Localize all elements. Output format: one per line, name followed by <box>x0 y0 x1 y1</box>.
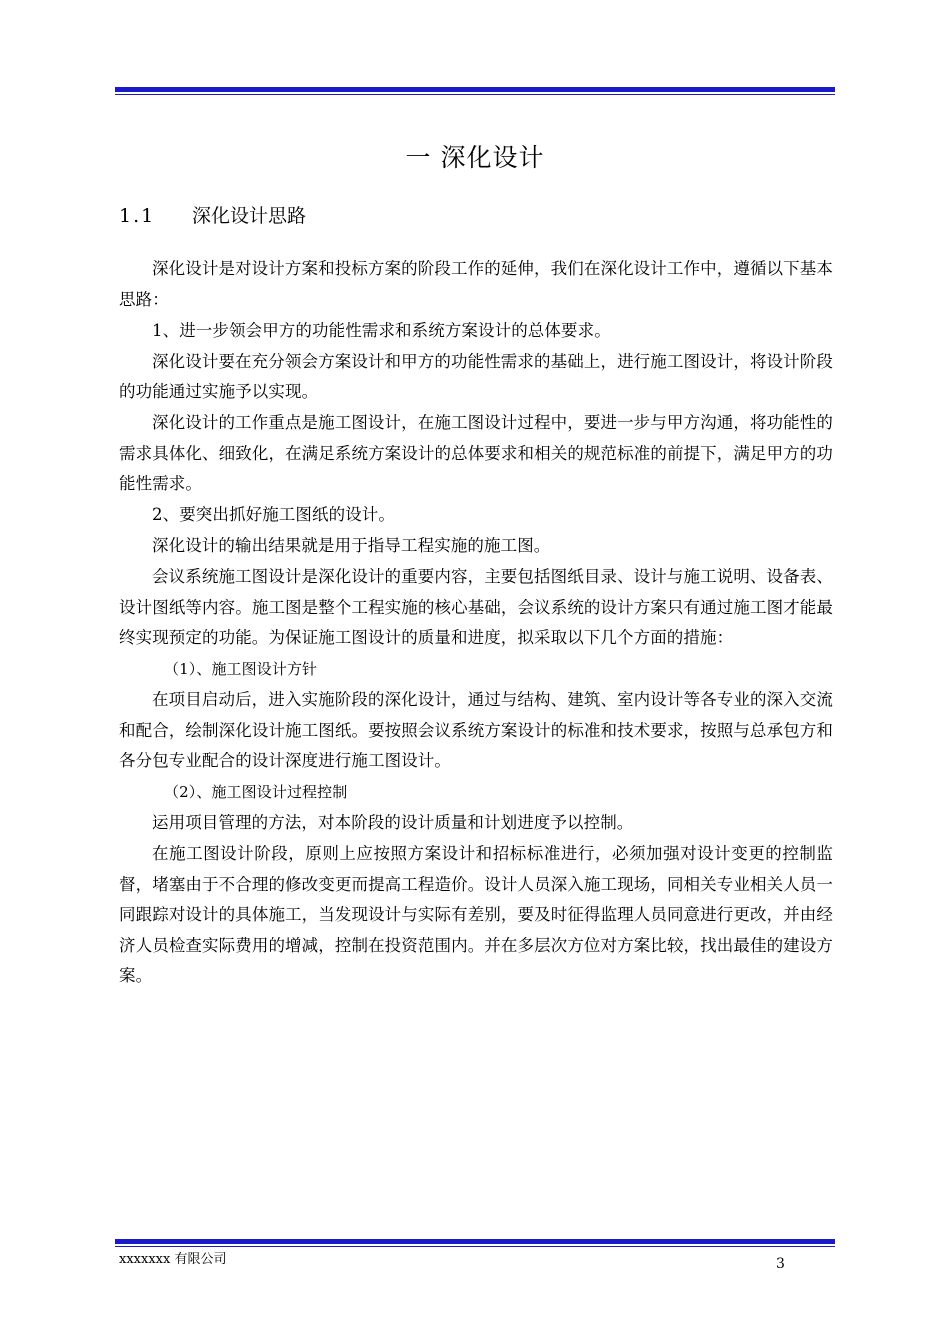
paragraph: 会议系统施工图设计是深化设计的重要内容，主要包括图纸目录、设计与施工说明、设备表、设计图纸等内容。施工图是整个工程实施的核心基础，会议系统的设计方案只有通过施工图才能最终实现预定的功能。为保证施工图设计的质量和进度，拟采取以下几个方面的措施： <box>119 567 833 647</box>
paragraph: 运用项目管理的方法，对本阶段的设计质量和计划进度予以控制。 <box>152 813 634 832</box>
footer-rule-thick <box>115 1239 835 1244</box>
section-heading <box>119 201 306 228</box>
page-number: 3 <box>776 1256 785 1272</box>
paragraph: 1、进一步领会甲方的功能性需求和系统方案设计的总体要求。 <box>152 320 611 340</box>
footer-company: xxxxxxx 有限公司 <box>119 1252 227 1267</box>
paragraph: 深化设计是对设计方案和投标方案的阶段工作的延伸，我们在深化设计工作中，遵循以下基本思路： <box>119 259 833 309</box>
paragraph: 在施工图设计阶段，原则上应按照方案设计和招标标准进行，必须加强对设计变更的控制监督，堵塞由于不合理的修改变更而提高工程造价。设计人员深入施工现场，同相关专业相关人员一同跟踪对设计的具体施工，当发现设计与实际有差别，要及时征得监理人员同意进行更改，并由经济人员检查实际费用的增减，控制在投资范围内。并在多层次方位对方案比较，找出最佳的建设方案。 <box>119 844 833 985</box>
section-title: 深化设计思路 <box>192 205 307 227</box>
header-rule-thin <box>115 94 835 95</box>
sub-heading: （2）、施工图设计过程控制 <box>164 783 348 801</box>
header-rule <box>115 87 835 95</box>
section-number: 1.1 <box>119 205 156 227</box>
sub-heading: （1）、施工图设计方针 <box>164 660 318 678</box>
footer-rule <box>115 1239 835 1247</box>
paragraph: 2、要突出抓好施工图纸的设计。 <box>152 505 395 524</box>
chapter-title: 一 深化设计 <box>405 143 545 172</box>
paragraph: 深化设计的输出结果就是用于指导工程实施的施工图。 <box>152 536 551 555</box>
paragraph: 深化设计要在充分领会方案设计和甲方的功能性需求的基础上，进行施工图设计，将设计阶段的功能通过实施予以实现。 <box>119 351 833 401</box>
paragraph: 深化设计的工作重点是施工图设计，在施工图设计过程中，要进一步与甲方沟通，将功能性的需求具体化、细致化，在满足系统方案设计的总体要求和相关的规范标准的前提下，满足甲方的功能性需求。 <box>119 413 833 493</box>
paragraph: 在项目启动后，进入实施阶段的深化设计，通过与结构、建筑、室内设计等各专业的深入交流和配合，绘制深化设计施工图纸。要按照会议系统方案设计的标准和技术要求，按照与总承包方和各分包专业配合的设计深度进行施工图设计。 <box>119 690 833 770</box>
body-text <box>119 254 833 992</box>
header-rule-thick <box>115 87 835 92</box>
footer-rule-thin <box>115 1246 835 1247</box>
